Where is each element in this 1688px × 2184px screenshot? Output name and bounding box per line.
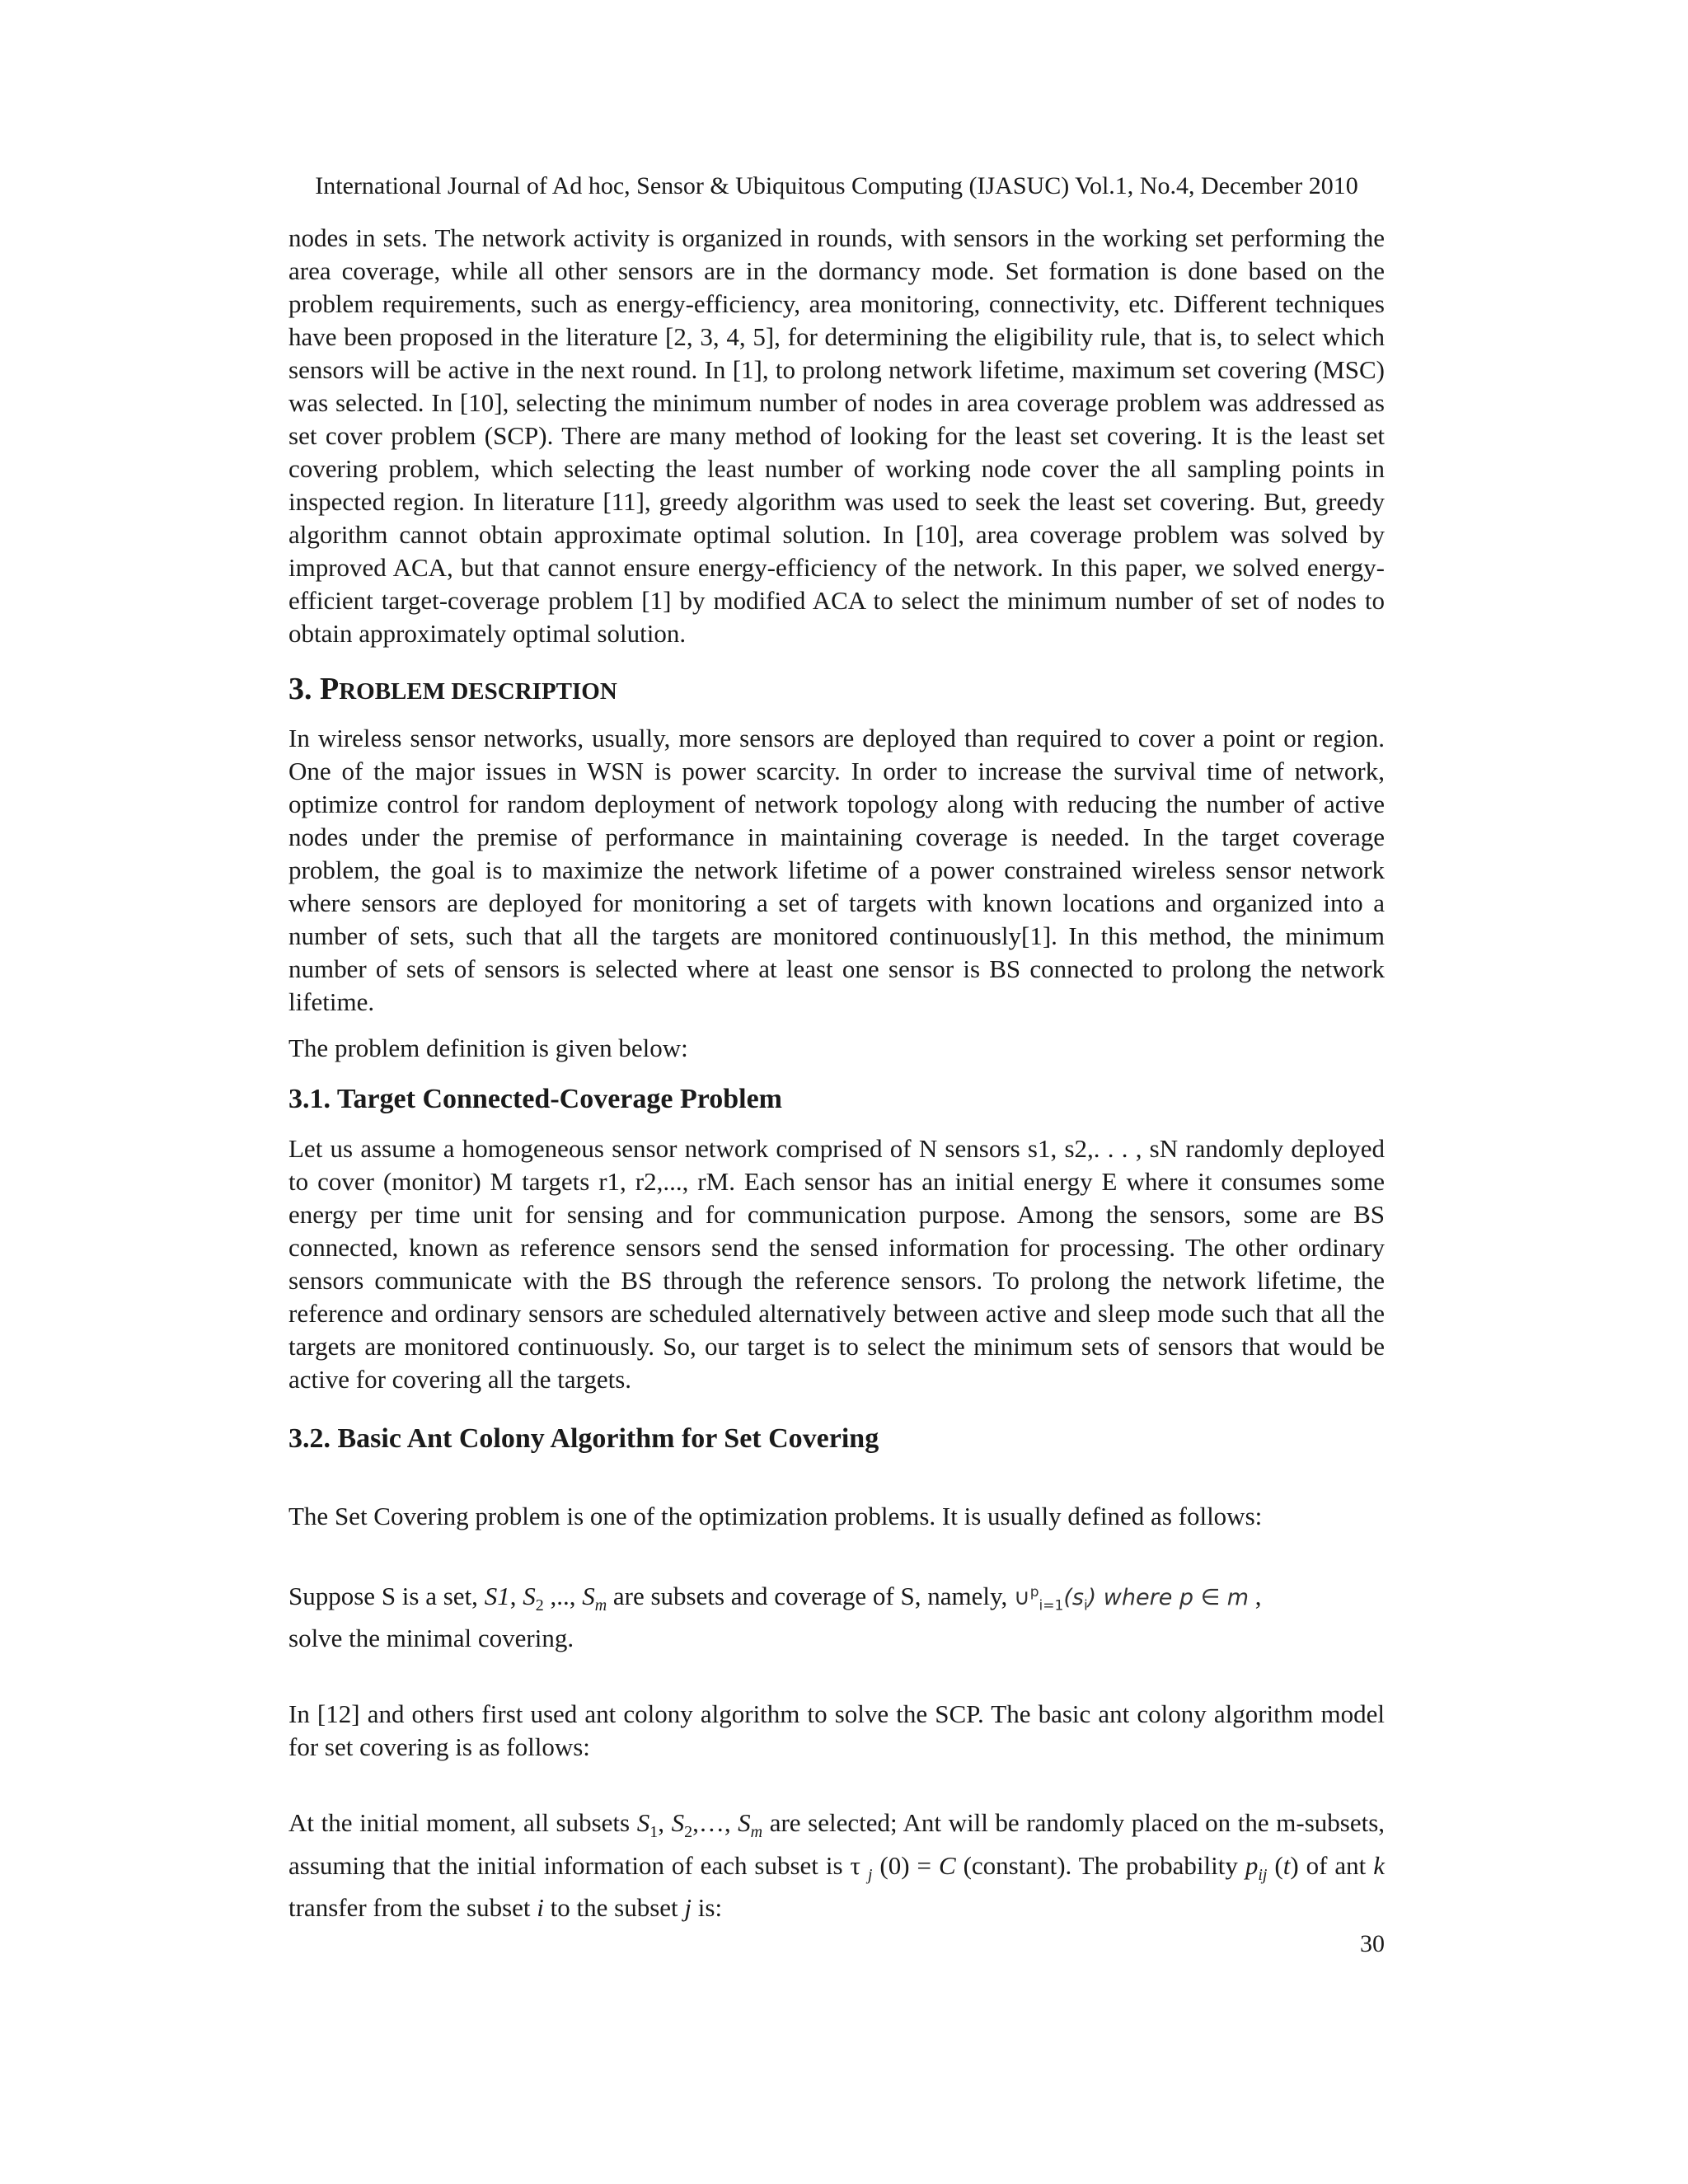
page-number: 30 xyxy=(1360,1929,1385,1957)
set-covering-definition: The Set Covering problem is one of the optimization problems. It is usually defined as follows: xyxy=(288,1502,1263,1530)
set-covering-formula-paragraph: Suppose S is a set, S1, $S_2$ ,.., $S_m$ are subsets and coverage of S, namely, $\cup^p_{i=1}(s_i)$ where p ∈ m , solve the minimal covering. xyxy=(288,1582,1262,1653)
subsection-heading-ant-colony: 3.2. Basic Ant Colony Algorithm for Set Covering xyxy=(288,1423,879,1454)
subsection-heading-target-coverage: 3.1. Target Connected-Coverage Problem xyxy=(288,1084,782,1114)
problem-definition-intro: The problem definition is given below: xyxy=(288,1033,688,1062)
ant-colony-intro-paragraph: In [12] and others first used ant colony algorithm to solve the SCP. The basic ant colony algorithm model for set covering is as follows: xyxy=(288,1699,1385,1762)
problem-description-paragraph: In wireless sensor networks, usually, more sensors are deployed than required to cover a point or region. One of the major issues in WSN is power scarcity. In order to increase the survival time of network, optimize control for random deployment of network topology along with reducing the number of active nodes under the premise of performance in maintaining coverage is needed. In the target coverage problem, the goal is to maximize the network lifetime of a power constrained wireless sensor network where sensors are deployed for monitoring a set of targets with known locations and organized into a number of sets, such that all the targets are monitored continuously[1]. In this method, the minimum number of sets of sensors is selected where at least one sensor is BS connected to prolong the network lifetime. xyxy=(288,724,1385,1016)
running-header: International Journal of Ad hoc, Sensor & Ubiquitous Computing (IJASUC) Vol.1, No.4, December 2010 xyxy=(315,172,1358,199)
ant-transfer-paragraph: At the initial moment, all subsets $S_1$, $S_2,\dots$, $S_m$ are selected; Ant will be randomly placed on the m-subsets, assuming that the initial information of each subset is τ $_j$ (0) = C (constant). The probability $p_{ij}$ (t) of ant k transfer from the subset i to the subset j is: xyxy=(288,1808,1386,1922)
target-coverage-paragraph: Let us assume a homogeneous sensor network comprised of N sensors s1, s2,. . . , sN randomly deployed to cover (monitor) M targets r1, r2,..., rM. Each sensor has an initial energy E where it consumes some energy per time unit for sensing and for communication purpose. Among the sensors, some are BS connected, known as reference sensors send the sensed information for processing. The other ordinary sensors communicate with the BS through the reference sensors. To prolong the network lifetime, the reference and ordinary sensors are scheduled alternatively between active and sleep mode such that all the targets are monitored continuously. So, our target is to select the minimum sets of sensors that would be active for covering all the targets. xyxy=(288,1134,1385,1394)
union-formula: $\cup^p_{i=1}(s_i)$ where p ∈ m xyxy=(1013,1584,1250,1615)
intro-paragraph: nodes in sets. The network activity is organized in rounds, with sensors in the working set performing the area coverage, while all other sensors are in the dormancy mode. Set formation is done based on the problem requirements, such as energy-efficiency, area monitoring, connectivity, etc. Different techniques have been proposed in the literature [2, 3, 4, 5], for determining the eligibility rule, that is, to select which sensors will be active in the next round. In [1], to prolong network lifetime, maximum set covering (MSC) was selected. In [10], selecting the minimum number of nodes in area coverage problem was addressed as set cover problem (SCP). There are many method of looking for the least set covering. It is the least set covering problem, which selecting the least number of working node cover the all sampling points in inspected region. In literature [11], greedy algorithm was used to seek the least set covering. But, greedy algorithm cannot obtain approximate optimal solution. In [10], area coverage problem was solved by improved ACA, but that cannot ensure energy-efficiency of the network. In this paper, we solved energy-efficient target-coverage problem [1] by modified ACA to select the minimum number of set of nodes to obtain approximately optimal solution. xyxy=(288,223,1385,648)
section-heading-problem-description: 3. PROBLEM DESCRIPTION xyxy=(288,672,617,706)
paper-page xyxy=(288,169,1385,1961)
